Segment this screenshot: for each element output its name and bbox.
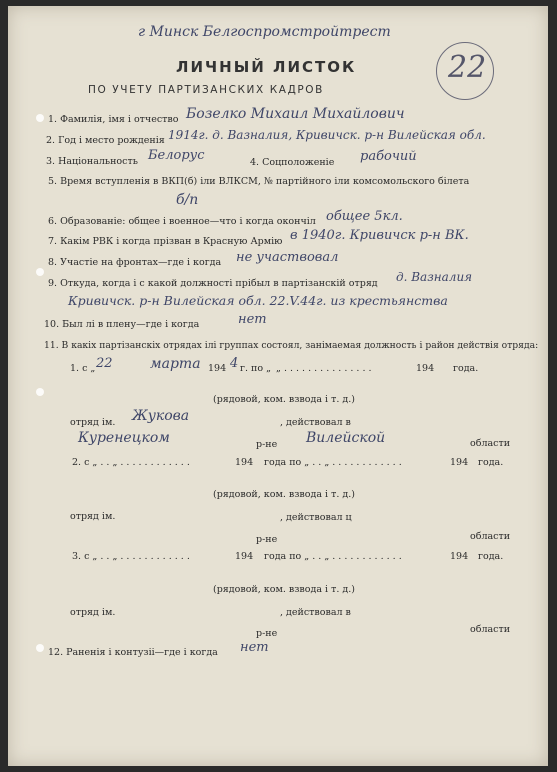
period-1-region-value: Вилейской [306, 430, 386, 446]
field-4-value: рабочий [360, 149, 417, 164]
period-3-rank: (рядовой, ком. взвода і т. д.) [213, 584, 355, 595]
field-7-value: в 1940г. Кривичск р-н ВК. [290, 228, 469, 243]
period-1-day: 22 [96, 356, 113, 371]
field-4-label: 4. Соцположеніе [250, 157, 335, 168]
period-1-god: года. [453, 363, 479, 374]
period-3-year-b: 194 [450, 551, 469, 562]
period-3-goda-po: года по „ . . „ . . . . . . . . . . . . [264, 551, 402, 562]
period-2-year-b: 194 [450, 457, 469, 468]
field-5-value: б/п [176, 192, 199, 208]
field-10-label: 10. Был лі в плену—где і когда [44, 319, 200, 330]
period-3-god: года. [478, 551, 504, 562]
top-note: г Минск Белгоспромстройтрест [138, 24, 391, 40]
field-2-label: 2. Год і место рожденія [46, 135, 165, 146]
period-1-from-year-hw: 4 [230, 356, 239, 371]
field-9-value-line2: Кривичск. р-н Вилейская обл. 22.V.44г. из крестьянства [68, 293, 448, 308]
period-2-goda-po: года по „ . . „ . . . . . . . . . . . . [264, 457, 402, 468]
document-title: ЛИЧНЫЙ ЛИСТОК [176, 58, 357, 76]
period-3-oblasti: области [470, 624, 511, 635]
field-2-value: 1914г. д. Вазналия, Кривичск. р-н Вилейская обл. [168, 128, 486, 142]
field-12-value: нет [240, 640, 269, 655]
period-1-to-dots: „ . . . . . . . . . . . . . . . [276, 363, 372, 374]
period-1-month: марта [150, 356, 201, 372]
period-3-rne: р-не [256, 628, 278, 639]
period-2-rne: р-не [256, 534, 278, 545]
field-3-label: 3. Національность [46, 156, 138, 167]
field-11-label: 11. В какіх партізанскіх отрядах ілі группах состоял, занімаемая должность і район действія отряда: [44, 340, 539, 351]
period-1-from: 1. с „ [70, 363, 96, 374]
field-3-value: Белорус [148, 148, 205, 163]
period-2-from: 2. с „ . . „ . . . . . . . . . . . . [72, 457, 190, 468]
period-1-to-year: 194 [416, 363, 435, 374]
period-1-otryad-value: Жукова [132, 408, 190, 424]
period-1-district-value: Куренецком [78, 430, 170, 446]
period-2-year-a: 194 [235, 457, 254, 468]
field-7-label: 7. Какім РВК і когда прізван в Красную Армію [48, 236, 283, 247]
period-2-god: года. [478, 457, 504, 468]
field-6-value: общее 5кл. [326, 209, 403, 224]
period-3-deistvoval: , действовал в [280, 607, 351, 618]
field-9-value-line1: д. Вазналия [396, 270, 473, 284]
period-1-to: г. по „ [240, 363, 272, 374]
period-1-otryad-label: отряд ім. [70, 417, 116, 428]
period-2-rank: (рядовой, ком. взвода і т. д.) [213, 489, 355, 500]
document-subtitle: ПО УЧЕТУ ПАРТИЗАНСКИХ КАДРОВ [88, 84, 324, 96]
corner-number: 22 [448, 50, 487, 85]
period-1-rank: (рядовой, ком. взвода і т. д.) [213, 394, 355, 405]
field-10-value: нет [238, 312, 267, 327]
period-2-oblasti: области [470, 531, 511, 542]
punch-hole [36, 644, 44, 652]
punch-hole [36, 114, 44, 122]
field-9-label: 9. Откуда, когда і с какой должності прібыл в партізанскій отряд [48, 278, 378, 289]
punch-hole [36, 388, 44, 396]
field-8-label: 8. Участіе на фронтах—где і когда [48, 257, 222, 268]
field-8-value: не участвовал [236, 250, 339, 265]
period-2-deistvoval: , действовал ц [280, 512, 352, 523]
period-3-otryad-label: отряд ім. [70, 607, 116, 618]
field-6-label: 6. Образованіе: общее і военное—что і когда окончіл [48, 216, 316, 227]
period-3-year-a: 194 [235, 551, 254, 562]
field-5-label: 5. Время вступленія в ВКП(б) іли ВЛКСМ, № партійного іли комсомольского білета [48, 176, 470, 187]
period-3-from: 3. с „ . . „ . . . . . . . . . . . . [72, 551, 190, 562]
document-sheet [8, 6, 548, 766]
field-1-value: Бозелко Михаил Михайлович [186, 106, 405, 122]
period-1-deistvoval: , действовал в [280, 417, 351, 428]
period-2-otryad-label: отряд ім. [70, 511, 116, 522]
field-12-label: 12. Раненія і контузіі—где і когда [48, 647, 218, 658]
period-1-oblasti: области [470, 438, 511, 449]
punch-hole [36, 268, 44, 276]
field-1-label: 1. Фамилія, імя і отчество [48, 114, 179, 125]
period-1-rne: р-не [256, 439, 278, 450]
period-1-from-year: 194 [208, 363, 227, 374]
